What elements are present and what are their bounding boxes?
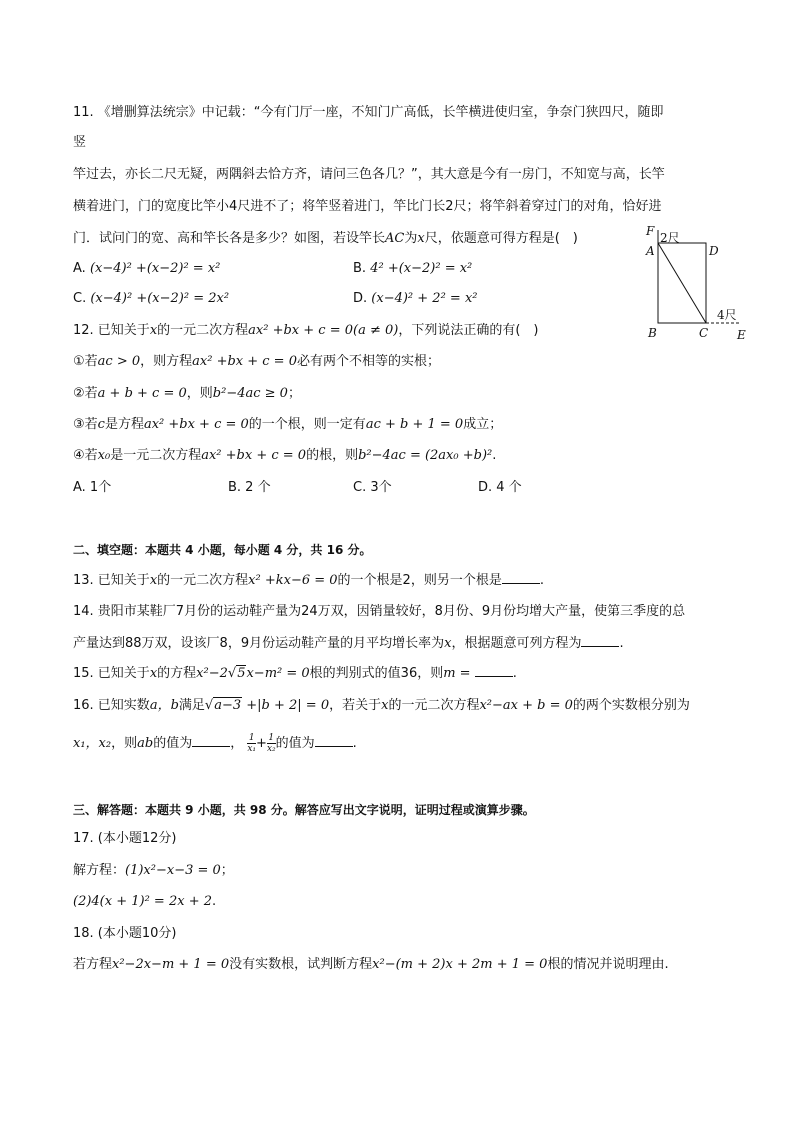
q14-line1: 14. 贵阳市某鞋厂7月份的运动鞋产量为24万双，因销量较好，8月份、9月份均增大产量，使第三季度的总: [73, 604, 686, 619]
q11-option-d-label: D.: [353, 291, 368, 306]
q11-line4-text-a: 门．试问门的宽、高和竿长各是多少？如图，若设竿长: [73, 231, 386, 246]
q13-a: 13. 已知关于: [73, 573, 150, 588]
q12-s4-b: 是一元二次方程: [110, 448, 202, 463]
q16-fraction-2: [267, 733, 276, 754]
q12-s1-m2: ax² +bx + c = 0: [192, 354, 297, 369]
q15-eq1: x²−2: [196, 666, 228, 681]
q18-body: [73, 956, 669, 974]
q12-s3-m3: ac + b + 1 = 0: [365, 417, 464, 432]
q12-option-b: B. 2 个: [228, 480, 271, 495]
q12-s1-m1: ac > 0: [97, 354, 141, 369]
q12-s4-m3: b²−4ac = (2ax₀ +b)²: [358, 448, 493, 463]
label-d: D: [709, 244, 719, 258]
q14-line2-b: ，根据题意可列方程为: [451, 636, 582, 651]
q16-d: 的一元二次方程: [388, 698, 480, 713]
q11-option-d: [353, 290, 478, 308]
q11-line2: 竿过去，亦长二尺无疑，两隅斜去恰方齐，请问三色各几？”，其大意是今有一房门，不知宽与高，长竿: [73, 167, 665, 182]
q16-eq2: x²−ax + b = 0: [479, 698, 573, 713]
q17-title: 17. (本小题12分): [73, 831, 177, 846]
q16-sqrt-sign: √: [204, 698, 214, 713]
q14-answer-blank[interactable]: [581, 634, 619, 647]
q15-a: 15. 已知关于: [73, 666, 150, 681]
q16-l2-ab: ab: [137, 736, 154, 751]
q11-option-d-formula: (x−4)² + 2² = x²: [371, 291, 478, 306]
q12-statement-3: [73, 416, 502, 434]
q16-l2-c: ，: [230, 736, 244, 751]
q12-s3-m1: c: [97, 417, 105, 432]
q17-line1: [73, 862, 234, 880]
q18-a: 若方程: [73, 957, 113, 972]
q11-option-b-label: B.: [353, 261, 367, 276]
q17-l1-eq: (1)x²−x−3 = 0: [125, 863, 221, 878]
section-2-heading: 二、填空题：本题共 4 小题，每小题 4 分，共 16 分。: [73, 543, 372, 557]
q12-s3-d: 成立；: [463, 417, 503, 432]
q17-line2: [73, 893, 216, 911]
q13-var: x: [149, 573, 158, 588]
q18-eq1: x²−2x−m + 1 = 0: [112, 957, 230, 972]
q16-frac1-num: 1: [248, 733, 255, 743]
q15-sqrt-content: 5: [237, 666, 246, 681]
q12-statement-4: [73, 447, 496, 465]
label-right-length: 4尺: [717, 308, 737, 322]
q16-line1: [73, 697, 690, 715]
q16-frac2-num: 1: [268, 733, 275, 743]
q16-frac1-den: x₁: [247, 744, 257, 754]
q12-stem-var: x: [149, 323, 158, 338]
q16-c: ，若关于: [329, 698, 382, 713]
q16-fraction-1: [247, 733, 256, 754]
q14-line2: [73, 634, 624, 653]
q16-e: 的两个实数根分别为: [572, 698, 690, 713]
q11-option-c: [73, 290, 229, 308]
q11-option-b: [353, 260, 472, 278]
q12-s2-m1: a + b + c = 0: [97, 386, 187, 401]
q11-line1b: 竖: [73, 135, 87, 150]
q15-var: x: [149, 666, 158, 681]
q16-l2-a: ，则: [111, 736, 138, 751]
q11-option-c-formula: (x−4)² +(x−2)² = 2x²: [90, 291, 230, 306]
q12-option-a: A. 1个: [73, 480, 112, 495]
q13-b: 的一元二次方程: [157, 573, 249, 588]
q12-s3-a: ③若: [73, 417, 98, 432]
q12-s2-a: ②若: [73, 386, 98, 401]
q12-stem-a: 12. 已知关于: [73, 323, 150, 338]
q18-eq2: x²−(m + 2)x + 2m + 1 = 0: [372, 957, 548, 972]
q15-m: m =: [443, 666, 471, 681]
q15-c: 根的判别式的值36，则: [309, 666, 444, 681]
q15-d: .: [512, 666, 517, 681]
q12-s4-m2: ax² +bx + c = 0: [201, 448, 307, 463]
q16-var: x: [381, 698, 389, 713]
q15-eq2: x−m² = 0: [246, 666, 310, 681]
q11-line3: 横着进门，门的宽度比竿小4尺进不了；将竿竖着进门，竿比门长2尺；将竿斜着穿过门的对角，恰好进: [73, 199, 662, 214]
q16-sqrt-content: a−3: [214, 698, 242, 713]
q12-option-c: C. 3个: [353, 480, 392, 495]
q12-option-d: D. 4 个: [478, 480, 522, 495]
q16-l2-d: 的值为: [275, 736, 315, 751]
q13: [73, 571, 544, 590]
q16-answer-blank-2[interactable]: [315, 734, 353, 747]
q15-sqrt-sign: √: [227, 666, 237, 681]
q12-s4-d: .: [492, 448, 497, 463]
label-e: E: [737, 328, 746, 342]
q12-s3-c: 的一个根，则一定有: [248, 417, 366, 432]
q18-c: 根的情况并说明理由.: [547, 957, 669, 972]
q16-b: 满足: [178, 698, 205, 713]
q12-s4-a: ④若: [73, 448, 98, 463]
door-figure: [640, 222, 760, 350]
q18-b: 没有实数根，试判断方程: [229, 957, 373, 972]
q11-option-c-label: C.: [73, 291, 87, 306]
q13-eq: x² +kx−6 = 0: [248, 573, 338, 588]
q12-s2-b: ，则: [186, 386, 213, 401]
q11-option-a-label: A.: [73, 261, 86, 276]
q16-l2-b: 的值为: [153, 736, 193, 751]
q12-s3-m2: ax² +bx + c = 0: [143, 417, 249, 432]
q12-s4-c: 的根，则: [306, 448, 359, 463]
q11-var-ac: AC: [385, 231, 405, 246]
label-top-length: 2尺: [660, 231, 680, 245]
q12-stem-b: 的一元二次方程: [157, 323, 249, 338]
q16-vars: a，b: [149, 698, 179, 713]
q11-line4-text-b: 为: [404, 231, 418, 246]
label-b: B: [648, 326, 657, 340]
q11-line1: 11. 《增删算法统宗》中记载：“今有门厅一座，不知门广高低，长竿横进使归室，争奈门狭四尺，随即: [73, 105, 664, 120]
q11-option-a: [73, 260, 220, 278]
q16-l2-e: .: [352, 736, 357, 751]
label-a: A: [646, 244, 655, 258]
q17-l2-eq: (2)4(x + 1)² = 2x + 2: [73, 894, 212, 909]
q11-line4: [73, 230, 578, 248]
q14-line2-var: x: [444, 636, 452, 651]
q12-statement-2: [73, 385, 301, 403]
q14-line2-a: 产量达到88万双，设该厂8，9月份运动鞋产量的月平均增长率为: [73, 636, 445, 651]
q16-a: 16. 已知实数: [73, 698, 150, 713]
label-c: C: [699, 326, 709, 340]
q13-answer-blank[interactable]: [502, 571, 540, 584]
q13-c: 的一个根是2，则另一个根是: [337, 573, 502, 588]
q12-s1-a: ①若: [73, 354, 98, 369]
q15-answer-blank[interactable]: [475, 664, 513, 677]
q13-d: .: [539, 573, 544, 588]
q11-option-a-formula: (x−4)² +(x−2)² = x²: [89, 261, 221, 276]
q17-l1-a: 解方程：: [73, 863, 126, 878]
q11-var-x: x: [417, 231, 425, 246]
q12-s1-b: ，则方程: [140, 354, 193, 369]
q16-l2-vars: x₁，x₂: [73, 736, 112, 751]
q18-title: 18. (本小题10分): [73, 926, 177, 941]
q15-b: 的方程: [157, 666, 197, 681]
q12-stem-c: ，下列说法正确的有( ): [398, 323, 539, 338]
label-f: F: [646, 224, 655, 238]
q12-statement-1: [73, 353, 440, 371]
q12-s2-c: ；: [287, 386, 301, 401]
q12-s2-m2: b²−4ac ≥ 0: [212, 386, 288, 401]
q12-s1-c: 必有两个不相等的实根；: [296, 354, 440, 369]
q16-line2: [73, 733, 357, 754]
q16-eq1: +|b + 2| = 0: [242, 698, 330, 713]
q12-stem-equation: ax² +bx + c = 0(a ≠ 0): [248, 323, 399, 338]
q16-answer-blank-1[interactable]: [192, 734, 230, 747]
q12-stem: [73, 322, 539, 340]
q11-option-b-formula: 4² +(x−2)² = x²: [370, 261, 473, 276]
section-3-heading: 三、解答题：本题共 9 小题，共 98 分。解答应写出文字说明，证明过程或演算步骤。: [73, 803, 535, 817]
q14-line2-c: .: [619, 636, 624, 651]
q16-frac2-den: x₂: [266, 744, 276, 754]
q12-s3-b: 是方程: [104, 417, 144, 432]
q11-line4-text-c: 尺，依题意可得方程是( ): [424, 231, 578, 246]
q17-l2-b: .: [212, 894, 217, 909]
q17-l1-b: ；: [220, 863, 234, 878]
q15: [73, 664, 517, 683]
q16-plus: +: [256, 736, 267, 751]
q12-s4-m1: x₀: [97, 448, 111, 463]
